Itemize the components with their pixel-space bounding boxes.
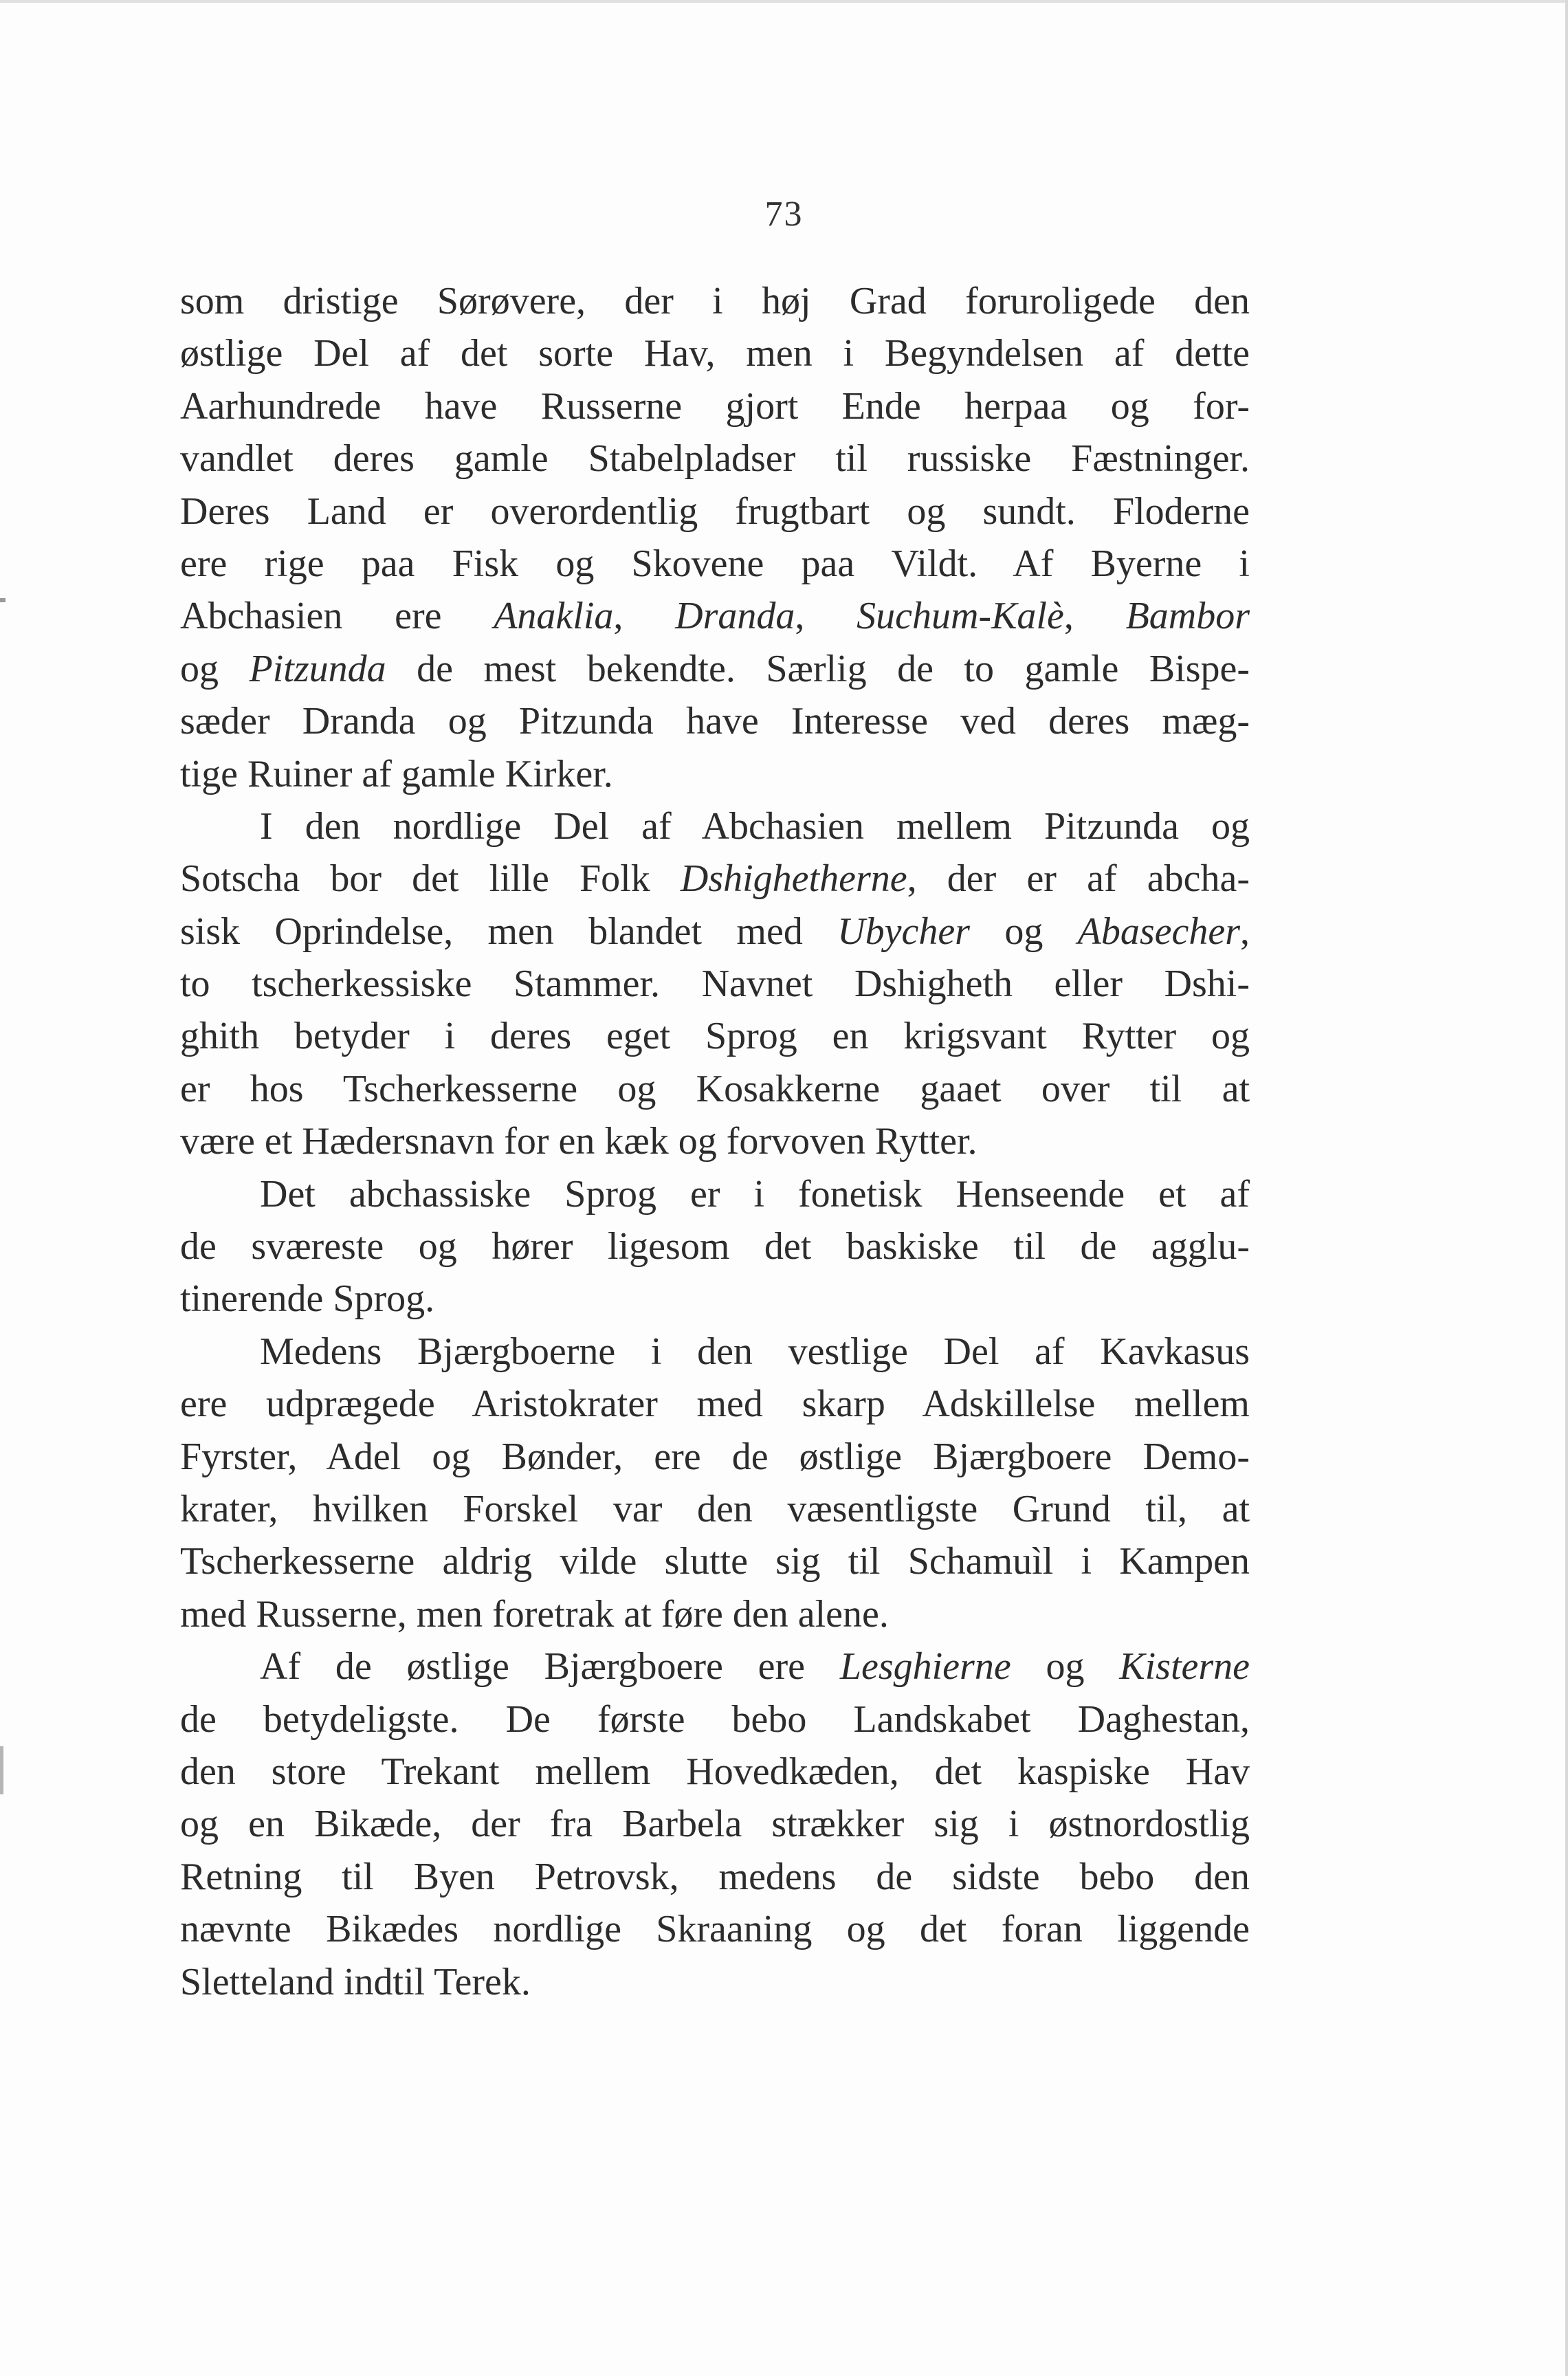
italic-term: Bambor	[1125, 595, 1250, 638]
text-line	[180, 1063, 1250, 1115]
text-line	[180, 432, 1250, 485]
text-run: og	[1011, 1645, 1120, 1688]
text-line	[180, 1431, 1250, 1483]
text-run: og	[180, 647, 250, 690]
text-line	[180, 643, 1250, 695]
text-line	[180, 1168, 1250, 1220]
scan-mark	[0, 598, 5, 602]
italic-term: Abasecher	[1077, 910, 1241, 953]
text-run: ere rige paa Fisk og Skovene paa Vildt. Af Byerne i	[180, 542, 1250, 585]
text-line	[180, 748, 1250, 800]
italic-term: Dshighetherne	[680, 857, 907, 901]
text-run: ,	[1063, 595, 1126, 638]
text-run: de mest bekendte. Særlig de to gamle Bispe-	[386, 647, 1250, 690]
text-run: og	[969, 910, 1078, 953]
text-line	[180, 1746, 1250, 1798]
text-run: I den nordlige Del af Abchasien mellem Pitzunda og	[260, 804, 1250, 848]
text-line	[180, 1326, 1250, 1378]
text-run: Det abchassiske Sprog er i fonetisk Henseende et af	[260, 1172, 1250, 1216]
text-run: Deres Land er overordentlig frugtbart og sundt. Floderne	[180, 490, 1250, 533]
text-run: Sotscha bor det lille Folk	[180, 857, 681, 901]
page-number: 73	[764, 195, 804, 234]
text-run: Sletteland indtil Terek.	[180, 1960, 531, 2003]
body-text	[180, 275, 1250, 2008]
text-line	[180, 1693, 1250, 1746]
text-run: og en Bikæde, der fra Barbela strækker sig i østnordostlig	[180, 1803, 1250, 1846]
scan-mark	[0, 1746, 3, 1794]
text-line	[180, 275, 1250, 327]
scan-edge-top	[0, 0, 1568, 3]
text-run: tige Ruiner af gamle Kirker.	[180, 752, 613, 795]
italic-term: Dranda	[675, 595, 795, 638]
text-run: være et Hædersnavn for en kæk og forvoven Rytter.	[180, 1120, 978, 1163]
text-line	[180, 800, 1250, 852]
text-line	[180, 590, 1250, 642]
italic-term: Anaklia	[494, 595, 614, 638]
scan-edge-right	[1565, 0, 1568, 2376]
text-line	[180, 1220, 1250, 1273]
text-run: Medens Bjærgboerne i den vestlige Del af Kavkasus	[260, 1330, 1250, 1373]
text-line	[180, 1115, 1250, 1167]
text-line	[180, 485, 1250, 538]
text-line	[180, 327, 1250, 380]
italic-term: Kisterne	[1119, 1645, 1250, 1688]
text-line	[180, 1535, 1250, 1587]
text-run: to tscherkessiske Stammer. Navnet Dshigheth eller Dshi-	[180, 962, 1250, 1006]
text-line	[180, 1588, 1250, 1640]
text-line	[180, 905, 1250, 958]
text-line	[180, 695, 1250, 747]
text-run: ere udprægede Aristokrater med skarp Adskillelse mellem	[180, 1383, 1250, 1426]
italic-term: Pitzunda	[249, 647, 386, 690]
text-run: ,	[795, 595, 857, 638]
text-run: Abchasien ere	[180, 595, 494, 638]
text-run: østlige Del af det sorte Hav, men i Begyndelsen af dette	[180, 332, 1250, 375]
text-run: vandlet deres gamle Stabelpladser til russiske Fæstninger.	[180, 437, 1250, 481]
italic-term: Suchum-Kalè	[857, 595, 1064, 638]
text-line	[180, 1378, 1250, 1430]
text-run: nævnte Bikædes nordlige Skraaning og det foran liggende	[180, 1908, 1250, 1951]
text-line	[180, 1851, 1250, 1903]
text-run: de betydeligste. De første bebo Landskabet Daghestan,	[180, 1697, 1250, 1741]
text-line	[180, 1956, 1250, 2008]
text-run: sisk Oprindelse, men blandet med	[180, 910, 838, 953]
text-run: sæder Dranda og Pitzunda have Interesse ved deres mæg-	[180, 700, 1250, 743]
text-run: Fyrster, Adel og Bønder, ere de østlige Bjærgboere Demo-	[180, 1435, 1250, 1478]
text-run: Af de østlige Bjærgboere ere	[260, 1645, 840, 1688]
text-run: , der er af abcha-	[907, 857, 1250, 901]
text-run: ,	[1240, 910, 1250, 953]
text-line	[180, 1640, 1250, 1693]
text-line	[180, 538, 1250, 590]
text-line	[180, 852, 1250, 905]
text-line	[180, 380, 1250, 432]
text-line	[180, 1798, 1250, 1850]
text-run: tinerende Sprog.	[180, 1277, 435, 1321]
text-run: Tscherkesserne aldrig vilde slutte sig til Schamuìl i Kampen	[180, 1540, 1250, 1583]
text-run: er hos Tscherkesserne og Kosakkerne gaaet over til at	[180, 1067, 1250, 1110]
text-run: ghith betyder i deres eget Sprog en krigsvant Rytter og	[180, 1015, 1250, 1058]
text-run: krater, hvilken Forskel var den væsentligste Grund til, at	[180, 1487, 1250, 1530]
text-run: som dristige Sørøvere, der i høj Grad foruroligede den	[180, 280, 1250, 322]
text-line	[180, 1483, 1250, 1535]
text-run: ,	[613, 595, 676, 638]
text-run: de sværeste og hører ligesom det baskiske til de agglu-	[180, 1225, 1250, 1268]
text-line	[180, 958, 1250, 1010]
text-run: Retning til Byen Petrovsk, medens de sidste bebo den	[180, 1855, 1250, 1898]
text-line	[180, 1273, 1250, 1325]
text-line	[180, 1903, 1250, 1955]
text-run: med Russerne, men foretrak at føre den alene.	[180, 1592, 889, 1636]
text-run: den store Trekant mellem Hovedkæden, det kaspiske Hav	[180, 1750, 1250, 1793]
italic-term: Ubycher	[837, 910, 970, 953]
text-run: Aarhundrede have Russerne gjort Ende herpaa og for-	[180, 384, 1250, 428]
italic-term: Lesghierne	[839, 1645, 1011, 1688]
text-line	[180, 1010, 1250, 1062]
